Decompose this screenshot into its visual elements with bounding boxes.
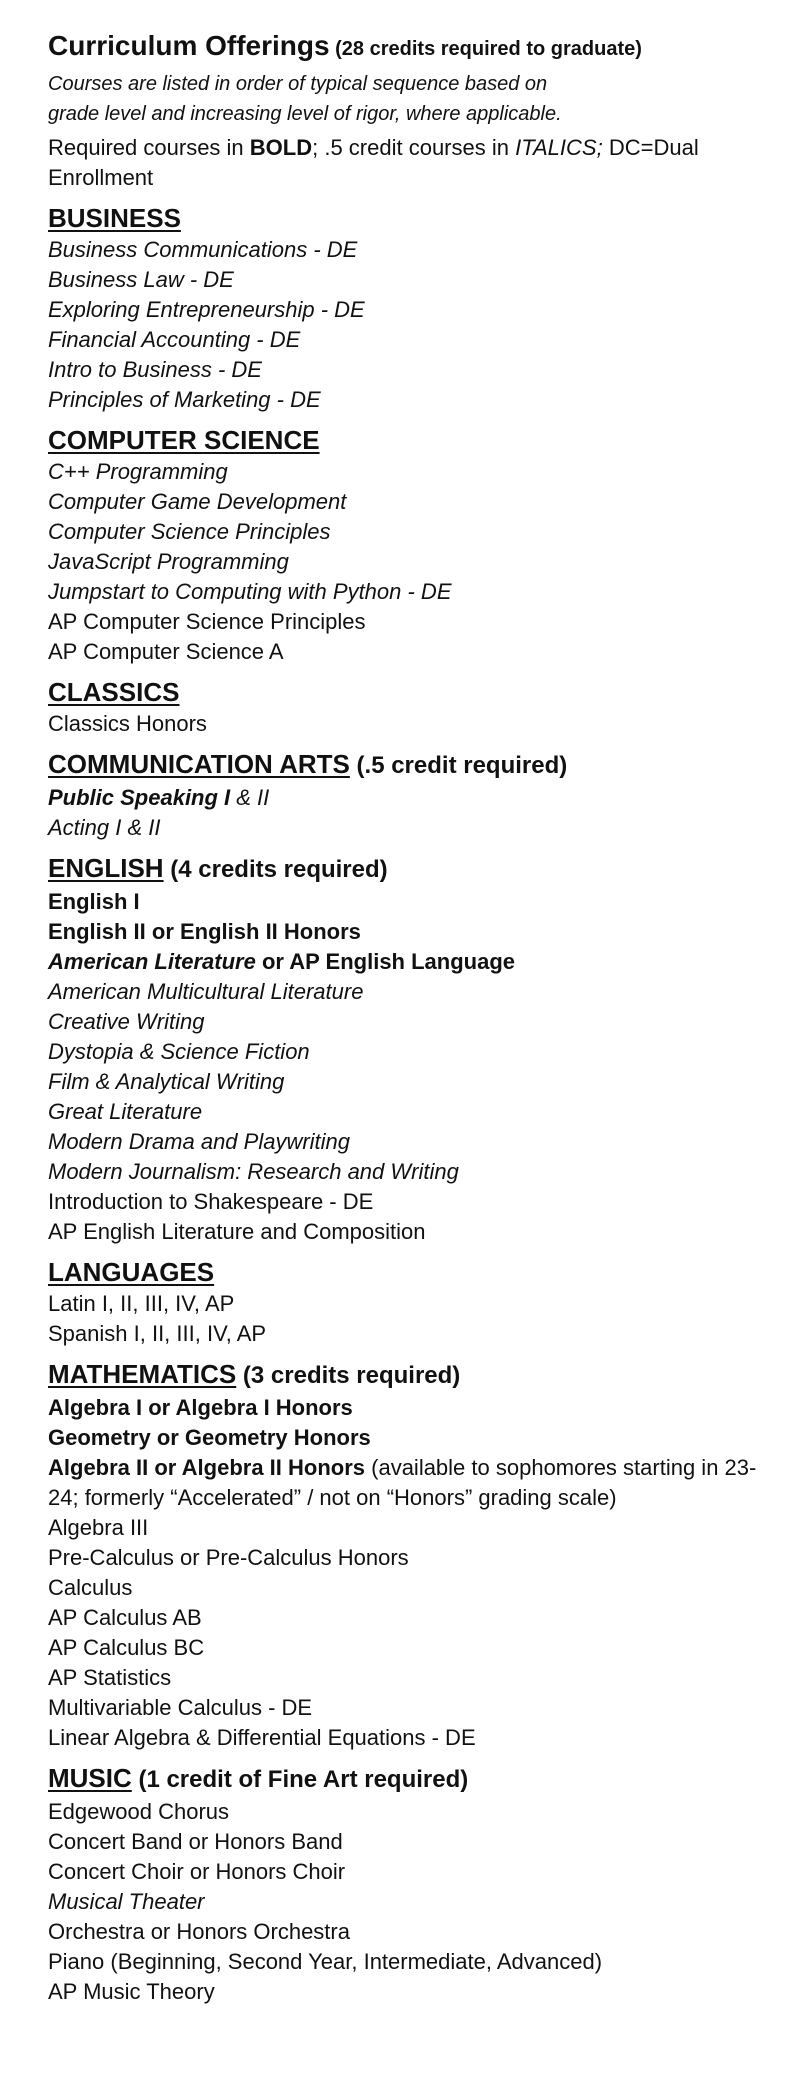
- title-note: (28 credits required to graduate): [329, 38, 642, 60]
- course-item: AP Computer Science A: [48, 639, 284, 664]
- course-item: Introduction to Shakespeare - DE: [48, 1189, 374, 1214]
- legend-part-2: ; .5 credit courses in: [312, 135, 516, 160]
- course-item: JavaScript Programming: [48, 549, 289, 574]
- page-title: [48, 26, 768, 69]
- course-item: [48, 947, 768, 977]
- section-note: (.5 credit required): [349, 752, 568, 779]
- course-item: Multivariable Calculus - DE: [48, 1695, 313, 1720]
- section-music: [48, 1761, 768, 2007]
- section-languages: [48, 1255, 768, 1349]
- course-item: Modern Drama and Playwriting: [48, 1129, 351, 1154]
- course-item: AP Calculus AB: [48, 1605, 202, 1630]
- course-item: Pre-Calculus or Pre-Calculus Honors: [48, 1545, 409, 1570]
- course-item: American Multicultural Literature: [48, 979, 364, 1004]
- course-item: Algebra I or Algebra I Honors: [48, 1395, 353, 1420]
- course-item: Concert Band or Honors Band: [48, 1829, 343, 1854]
- course-note-part: (available to sophomores starting in 23-24; formerly “Accelerated” / not on “Honors” grading scale): [48, 1455, 757, 1510]
- course-item: Linear Algebra & Differential Equations - DE: [48, 1725, 476, 1750]
- intro-text: [48, 69, 768, 129]
- section-heading: [48, 423, 768, 457]
- course-item: AP Music Theory: [48, 1979, 215, 2004]
- course-item: Computer Game Development: [48, 489, 347, 514]
- course-item: Computer Science Principles: [48, 519, 331, 544]
- legend-italic-word: ITALICS;: [515, 135, 603, 160]
- course-rest-part: & II: [230, 785, 270, 810]
- section-heading: [48, 201, 768, 235]
- course-item: Dystopia & Science Fiction: [48, 1039, 310, 1064]
- section-classics: [48, 675, 768, 739]
- course-item: Musical Theater: [48, 1889, 205, 1914]
- section-mathematics: [48, 1357, 768, 1753]
- course-item: [48, 1453, 768, 1513]
- section-computer-science: [48, 423, 768, 667]
- section-heading: [48, 1357, 768, 1393]
- section-communication-arts: [48, 747, 768, 843]
- course-item: Financial Accounting - DE: [48, 327, 301, 352]
- course-item: Business Law - DE: [48, 267, 234, 292]
- intro-line-2: grade level and increasing level of rigor, where applicable.: [48, 103, 562, 125]
- section-business: [48, 201, 768, 415]
- course-item: Spanish I, II, III, IV, AP: [48, 1321, 267, 1346]
- section-heading: [48, 747, 768, 783]
- course-item: Algebra III: [48, 1515, 149, 1540]
- course-item: Piano (Beginning, Second Year, Intermediate, Advanced): [48, 1949, 603, 1974]
- course-item: Jumpstart to Computing with Python - DE: [48, 579, 452, 604]
- section-name: LANGUAGES: [48, 1257, 215, 1287]
- section-name: MUSIC: [48, 1763, 132, 1793]
- section-heading: [48, 1255, 768, 1289]
- course-item: Intro to Business - DE: [48, 357, 262, 382]
- course-item: Exploring Entrepreneurship - DE: [48, 297, 365, 322]
- course-item: Great Literature: [48, 1099, 203, 1124]
- section-heading: [48, 851, 768, 887]
- title-text: Curriculum Offerings: [48, 30, 330, 61]
- section-note: (3 credits required): [236, 1362, 461, 1389]
- course-item: Latin I, II, III, IV, AP: [48, 1291, 235, 1316]
- intro-line-1: Courses are listed in order of typical sequence based on: [48, 73, 548, 95]
- course-item: Orchestra or Honors Orchestra: [48, 1919, 350, 1944]
- section-name: COMPUTER SCIENCE: [48, 425, 320, 455]
- course-item: Business Communications - DE: [48, 237, 358, 262]
- course-item: Concert Choir or Honors Choir: [48, 1859, 346, 1884]
- section-english: [48, 851, 768, 1247]
- section-note: (1 credit of Fine Art required): [131, 1766, 469, 1793]
- section-heading: [48, 675, 768, 709]
- course-item: English I: [48, 889, 140, 914]
- legend-part-3: DC=Dual Enrollment: [48, 135, 699, 190]
- course-required-part: American Literature: [48, 949, 256, 974]
- course-item: AP Calculus BC: [48, 1635, 205, 1660]
- course-item: Creative Writing: [48, 1009, 205, 1034]
- section-name: ENGLISH: [48, 853, 164, 883]
- course-item: Edgewood Chorus: [48, 1799, 230, 1824]
- section-name: COMMUNICATION ARTS: [48, 749, 350, 779]
- course-rest-part: or AP English Language: [255, 949, 516, 974]
- section-heading: [48, 1761, 768, 1797]
- course-item: [48, 783, 768, 813]
- section-name: BUSINESS: [48, 203, 181, 233]
- course-item: AP Statistics: [48, 1665, 172, 1690]
- course-item: C++ Programming: [48, 459, 228, 484]
- course-item: Film & Analytical Writing: [48, 1069, 285, 1094]
- section-name: MATHEMATICS: [48, 1359, 237, 1389]
- course-item: Calculus: [48, 1575, 133, 1600]
- course-item: English II or English II Honors: [48, 919, 361, 944]
- course-item: Modern Journalism: Research and Writing: [48, 1159, 459, 1184]
- course-item: AP Computer Science Principles: [48, 609, 366, 634]
- course-item: Acting I & II: [48, 815, 161, 840]
- section-note: (4 credits required): [163, 856, 388, 883]
- course-item: Geometry or Geometry Honors: [48, 1425, 371, 1450]
- section-name: CLASSICS: [48, 677, 180, 707]
- course-required-part: Algebra II or Algebra II Honors: [48, 1455, 366, 1480]
- legend-text: [48, 133, 768, 193]
- legend-part-1: Required courses in: [48, 135, 250, 160]
- course-item: Classics Honors: [48, 711, 207, 736]
- legend-bold-word: BOLD: [249, 135, 313, 160]
- course-item: Principles of Marketing - DE: [48, 387, 321, 412]
- course-required-part: Public Speaking I: [48, 785, 231, 810]
- course-item: AP English Literature and Composition: [48, 1219, 426, 1244]
